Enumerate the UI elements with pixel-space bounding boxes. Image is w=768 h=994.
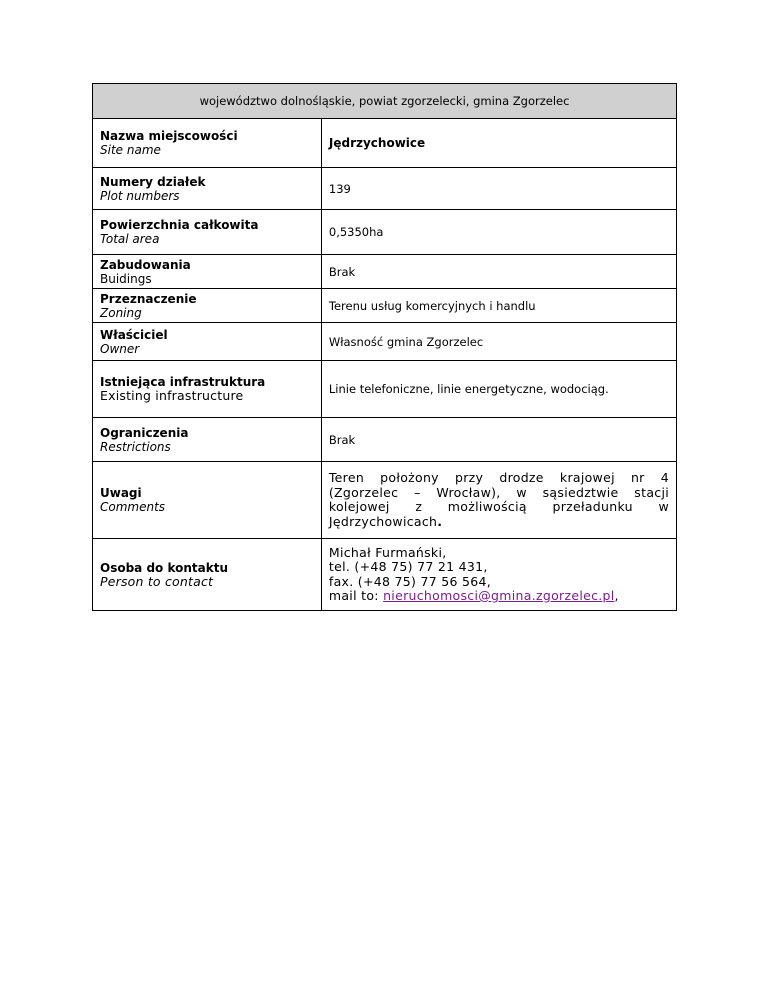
label-cell xyxy=(93,210,322,255)
value-cell xyxy=(321,418,676,462)
owner-label-en: Owner xyxy=(100,341,140,356)
label-cell xyxy=(93,119,322,168)
label-cell xyxy=(93,168,322,210)
plot-numbers-value: 139 xyxy=(328,181,351,196)
total-area-value: 0,5350ha xyxy=(328,225,384,239)
buildings-label-pl: Zabudowania xyxy=(100,257,191,272)
contact-label-pl: Osoba do kontaktu xyxy=(100,560,229,575)
buildings-label-en: Buidings xyxy=(100,271,152,286)
table-row xyxy=(93,168,677,210)
table-row xyxy=(93,462,677,539)
label-cell xyxy=(93,418,322,462)
zoning-label-pl: Przeznaczenie xyxy=(100,291,197,306)
table-row xyxy=(93,539,677,611)
value-cell xyxy=(321,462,676,539)
comments-value xyxy=(329,471,669,529)
comments-text: Teren położony przy drodze krajowej nr 4 (Zgorzelec – Wrocław), w sąsiedztwie stacji kolejowej z możliwością przeładunku w Jędrzychowicach xyxy=(328,470,669,529)
table-row xyxy=(93,418,677,462)
header-row xyxy=(93,84,677,119)
table-row xyxy=(93,119,677,168)
contact-fax: fax. (+48 75) 77 56 564, xyxy=(328,573,492,589)
label-cell xyxy=(93,361,322,418)
value-cell xyxy=(321,168,676,210)
label-cell xyxy=(93,539,322,611)
owner-label-pl: Właściciel xyxy=(100,327,168,342)
email-link[interactable]: nieruchomosci@gmina.zgorzelec.pl xyxy=(383,588,615,603)
value-cell xyxy=(321,539,676,611)
label-cell xyxy=(93,289,322,323)
buildings-value: Brak xyxy=(328,264,356,279)
comments-label-en: Comments xyxy=(100,500,166,514)
value-cell xyxy=(321,289,676,323)
value-cell xyxy=(321,361,676,418)
label-cell xyxy=(93,323,322,361)
value-cell xyxy=(321,210,676,255)
restrictions-value: Brak xyxy=(328,432,356,447)
contact-mail xyxy=(329,589,669,604)
contact-name: Michał Furmański, xyxy=(328,544,447,560)
total-area-label-en: Total area xyxy=(100,232,160,246)
label-cell xyxy=(93,462,322,539)
infrastructure-label-en: Existing infrastructure xyxy=(100,388,244,403)
location-header: województwo dolnośląskie, powiat zgorzelecki, gmina Zgorzelec xyxy=(93,84,677,119)
table-row xyxy=(93,289,677,323)
table-row xyxy=(93,210,677,255)
contact-label-en: Person to contact xyxy=(100,573,214,589)
plot-numbers-label-en: Plot numbers xyxy=(100,188,180,203)
owner-value: Własność gmina Zgorzelec xyxy=(328,334,484,349)
restrictions-label-pl: Ograniczenia xyxy=(100,425,189,440)
value-cell xyxy=(321,323,676,361)
mail-prefix: mail to: xyxy=(328,588,384,603)
value-cell xyxy=(321,119,676,168)
zoning-label-en: Zoning xyxy=(100,305,142,320)
table-row xyxy=(93,361,677,418)
comments-end-mark: . xyxy=(437,513,443,529)
infrastructure-label-pl: Istniejąca infrastruktura xyxy=(100,375,266,389)
mail-suffix: , xyxy=(614,588,619,603)
property-info-table xyxy=(92,83,677,611)
restrictions-label-en: Restrictions xyxy=(100,439,171,454)
value-cell xyxy=(321,255,676,289)
table-row xyxy=(93,323,677,361)
site-name-label-en: Site name xyxy=(100,143,161,157)
plot-numbers-label-pl: Numery działek xyxy=(100,174,206,189)
site-name-label-pl: Nazwa miejscowości xyxy=(100,129,238,143)
site-name-value: Jędrzychowice xyxy=(328,136,426,150)
comments-label-pl: Uwagi xyxy=(100,486,142,500)
label-cell xyxy=(93,255,322,289)
total-area-label-pl: Powierzchnia całkowita xyxy=(100,218,259,232)
table-row xyxy=(93,255,677,289)
zoning-value: Terenu usług komercyjnych i handlu xyxy=(328,298,536,313)
contact-phone: tel. (+48 75) 77 21 431, xyxy=(328,559,488,574)
infrastructure-value: Linie telefoniczne, linie energetyczne, wodociąg. xyxy=(328,382,609,396)
